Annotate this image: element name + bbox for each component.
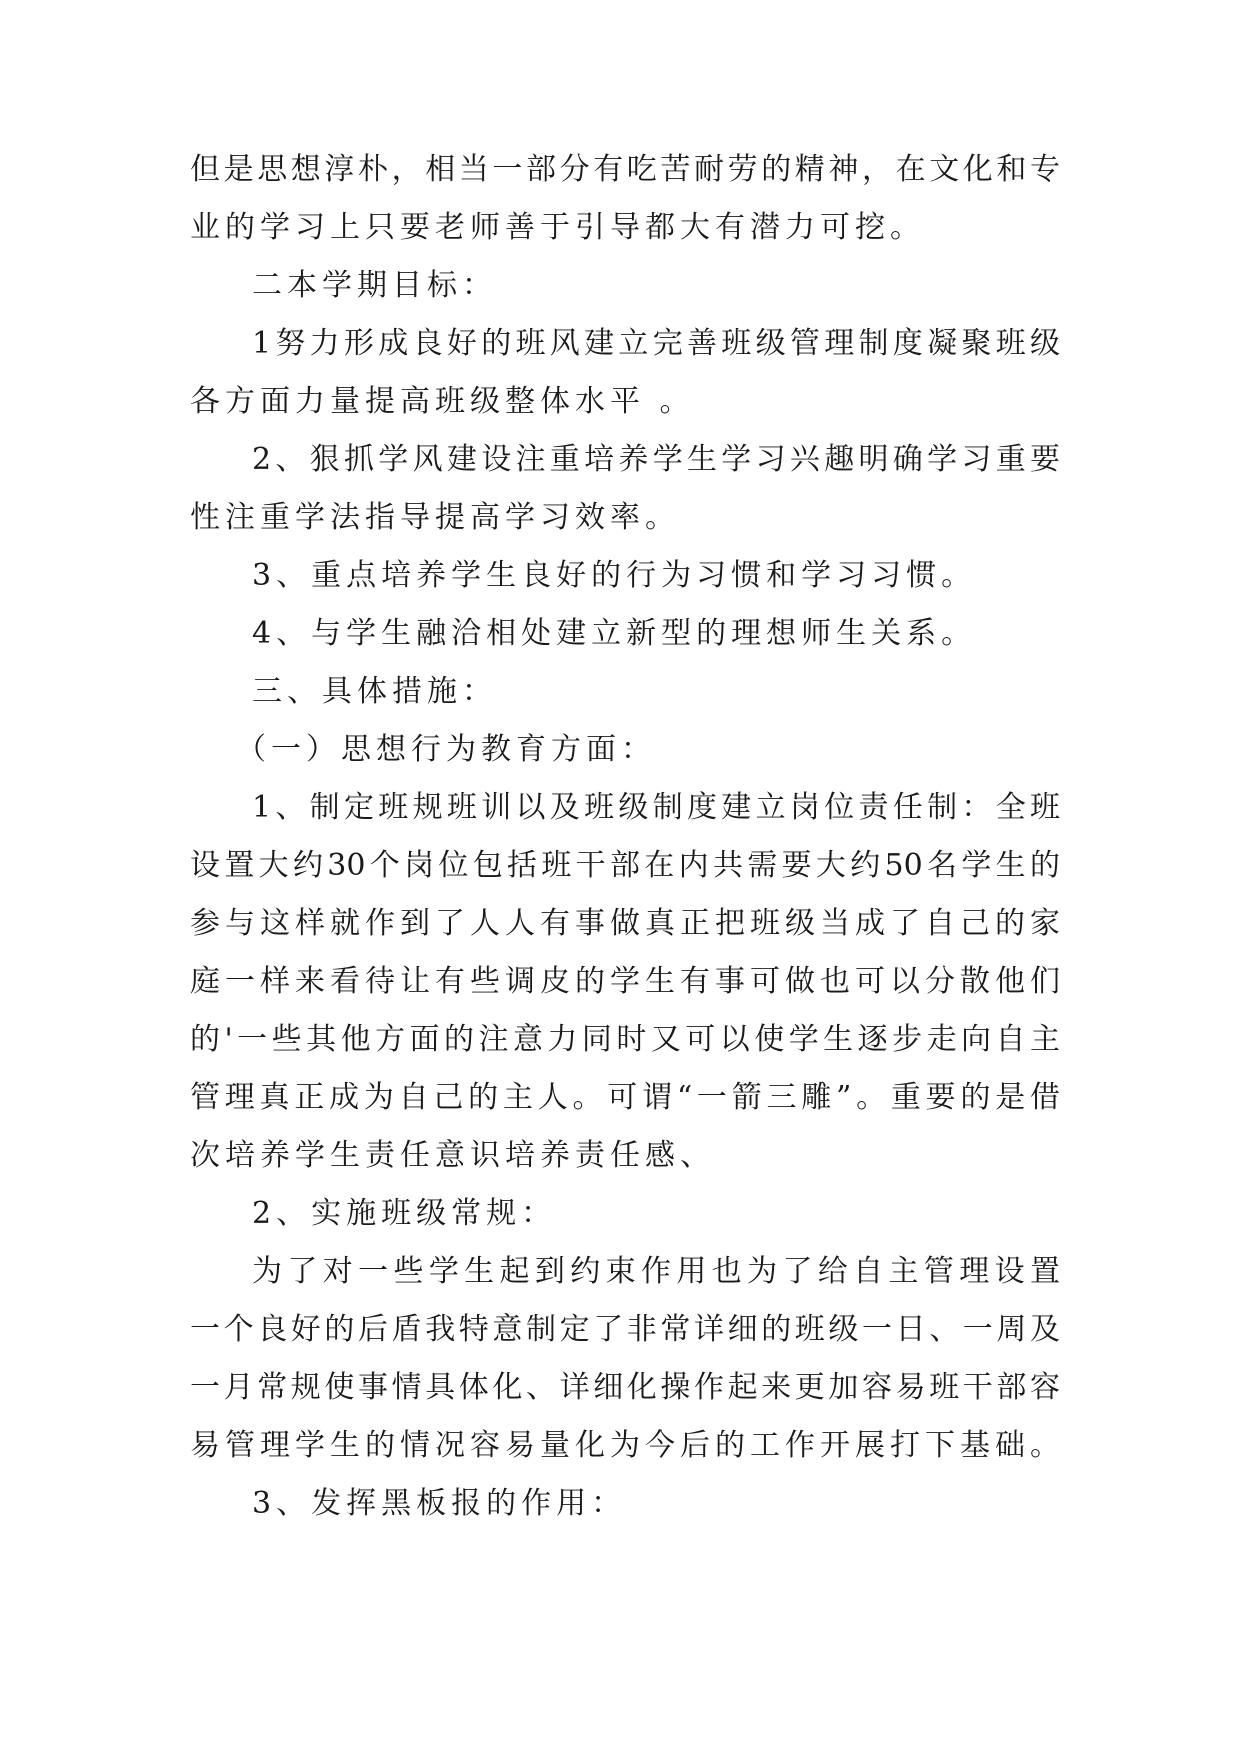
paragraph-line: 性注重学法指导提高学习效率。 <box>190 500 680 535</box>
paragraph-line: 易管理学生的情况容易量化为今后的工作开展打下基础。 <box>190 1428 1065 1463</box>
paragraph-line: 一月常规使事情具体化、详细化操作起来更加容易班干部容 <box>190 1370 1060 1405</box>
section-heading: 三、具体措施： <box>252 674 497 709</box>
subsection-heading: （一）思想行为教育方面： <box>236 732 656 767</box>
paragraph-line: 业的学习上只要老师善于引导都大有潜力可挖。 <box>190 210 925 245</box>
paragraph-line: 各方面力量提高班级整体水平 。 <box>190 384 695 419</box>
paragraph-line: 3、重点培养学生良好的行为习惯和学习习惯。 <box>252 558 977 593</box>
paragraph-line: 但是思想淳朴，相当一部分有吃苦耐劳的精神，在文化和专 <box>190 152 1060 187</box>
paragraph-line: 4、与学生融洽相处建立新型的理想师生关系。 <box>252 616 977 651</box>
paragraph-line: 庭一样来看待让有些调皮的学生有事可做也可以分散他们 <box>190 964 1060 999</box>
paragraph-line: 1努力形成良好的班风建立完善班级管理制度凝聚班级 <box>252 326 1060 361</box>
section-heading: 2、实施班级常规： <box>252 1196 557 1231</box>
paragraph-line: 管理真正成为自己的主人。可谓“一箭三雕”。重要的是借 <box>190 1080 1060 1115</box>
paragraph-line: 次培养学生责任意识培养责任感、 <box>190 1138 715 1173</box>
section-heading: 3、发挥黑板报的作用： <box>252 1486 627 1521</box>
paragraph-line: 为了对一些学生起到约束作用也为了给自主管理设置 <box>252 1254 1060 1289</box>
paragraph-line: 1、制定班规班训以及班级制度建立岗位责任制：全班 <box>252 790 1060 825</box>
paragraph-line: 设置大约30个岗位包括班干部在内共需要大约50名学生的 <box>190 848 1060 883</box>
paragraph-line: 2、狠抓学风建设注重培养学生学习兴趣明确学习重要 <box>252 442 1060 477</box>
paragraph-line: 参与这样就作到了人人有事做真正把班级当成了自己的家 <box>190 906 1060 941</box>
paragraph-line: 的'一些其他方面的注意力同时又可以使学生逐步走向自主 <box>190 1022 1060 1057</box>
paragraph-line: 一个良好的后盾我特意制定了非常详细的班级一日、一周及 <box>190 1312 1060 1347</box>
section-heading: 二本学期目标： <box>252 268 497 303</box>
